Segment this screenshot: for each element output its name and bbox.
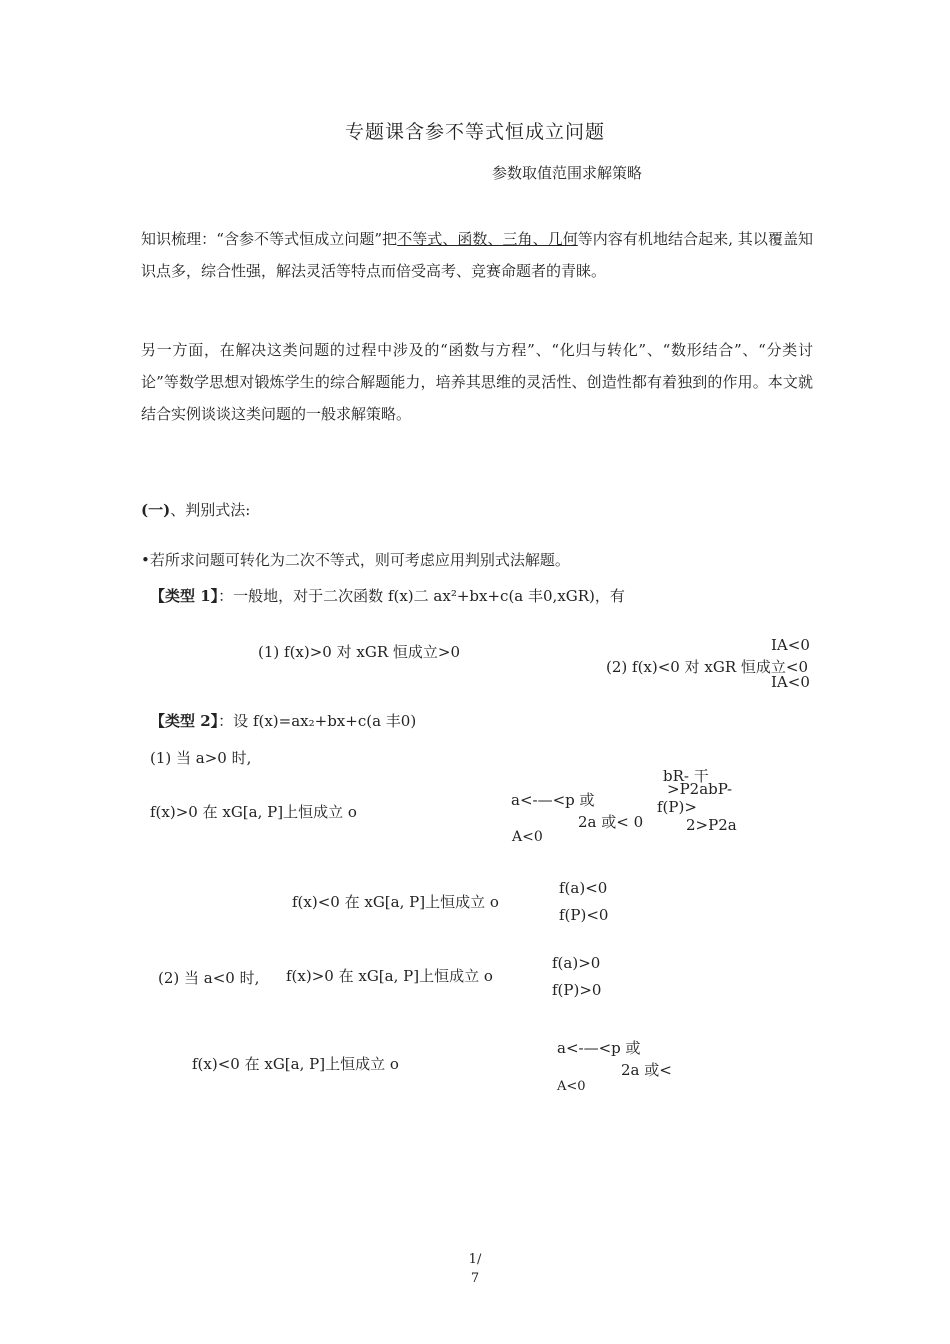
type1-condition-3: IA<0 [771,673,810,691]
type2-text: ：设 f(x)=ax₂+bx+c(a 丰0) [218,712,417,730]
paragraph-knowledge-text-b: 等内容有机地结合起来, 其以覆盖知识点多，综合性强，解法灵活等特点而倍受高考、竞赛命题者的青睐。 [141,230,813,280]
condition-2c: f(P)> [657,798,697,816]
condition-3b: f(P)<0 [559,906,609,924]
page-total: 7 [470,1271,480,1286]
type1-line [150,585,625,606]
condition-4a: f(a)>0 [552,954,601,972]
case-a-positive: (1) 当 a>0 时, [150,749,252,767]
paragraph-knowledge [141,223,813,287]
condition-1b: 2a 或< 0 [578,813,644,831]
condition-5a: a<-—<p 或 [557,1039,641,1057]
case-a-negative: (2) 当 a<0 时, [158,969,260,987]
condition-1a: a<-—<p 或 [511,791,595,809]
section-heading-discriminant [141,499,250,520]
condition-4b: f(P)>0 [552,981,602,999]
condition-2a: bR- 干 [663,767,709,785]
condition-3a: f(a)<0 [559,879,608,897]
statement-gt0-negative: f(x)>0 在 xG[a, P]上恒成立 o [286,967,493,985]
paragraph-methods: 另一方面，在解决这类问题的过程中涉及的“函数与方程”、“化归与转化”、“数形结合”、“分类讨论”等数学思想对锻炼学生的综合解题能力，培养其思维的灵活性、创造性都有着独到的作用。本文就结合实例谈谈这类问题的一般求解策略。 [141,341,813,423]
section-title: 、判别式法: [170,501,251,519]
section-number: (一) [141,501,171,519]
paragraph-knowledge-underlined: 不等式、函数、三角、几何 [397,230,578,248]
type2-line [150,710,416,731]
condition-2b: >P2abP- [667,780,733,798]
condition-5b: 2a 或< [621,1061,672,1079]
type1-case1: (1) f(x)>0 对 xGR 恒成立>0 [258,643,460,661]
type1-label: 【类型 1】 [150,587,219,605]
condition-2d: 2>P2a [686,816,737,834]
condition-1c: A<0 [512,829,543,845]
statement-lt0-positive: f(x)<0 在 xG[a, P]上恒成立 o [292,893,499,911]
type1-case2: (2) f(x)<0 对 xGR 恒成立<0 [606,658,808,676]
bullet-line: •若所求问题可转化为二次不等式，则可考虑应用判别式法解题。 [141,551,570,569]
page-subtitle: 参数取值范围求解策略 [492,164,643,182]
condition-5c: A<0 [557,1079,586,1094]
paragraph-knowledge-text-a: 知识梳理：“含参不等式恒成立问题”把 [141,230,398,248]
type1-condition-1: IA<0 [771,636,810,654]
type1-text: ：一般地，对于二次函数 f(x)二 ax²+bx+c(a 丰0,xGR)，有 [218,587,625,605]
page-number: 1/ [468,1252,482,1267]
type2-label: 【类型 2】 [150,712,219,730]
statement-gt0-positive: f(x)>0 在 xG[a, P]上恒成立 o [150,803,357,821]
page-title: 专题课含参不等式恒成立问题 [344,121,605,143]
statement-lt0-negative: f(x)<0 在 xG[a, P]上恒成立 o [192,1055,399,1073]
